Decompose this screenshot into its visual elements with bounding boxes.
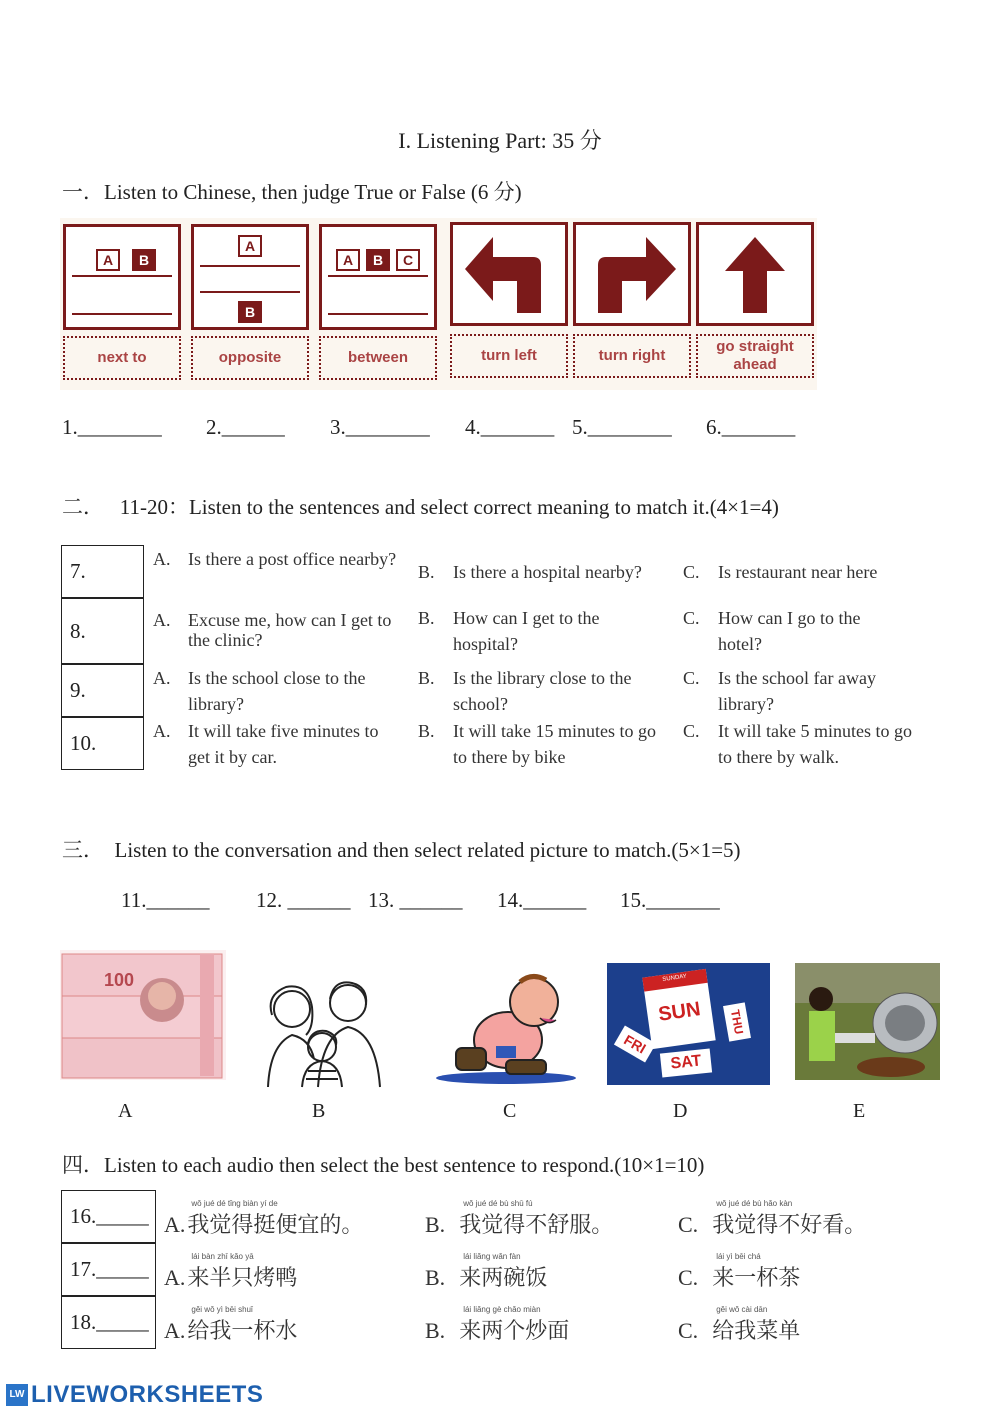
q17-option-b[interactable]: B. lái liǎng wǎn fàn 来两碗饭 bbox=[425, 1252, 548, 1290]
banknote-icon bbox=[60, 950, 226, 1080]
answer-blank-5[interactable]: 5.________ bbox=[572, 415, 672, 439]
picture-label-d: D bbox=[673, 1100, 688, 1122]
answer-blank-14[interactable]: 14.______ bbox=[497, 888, 587, 912]
q16-option-c[interactable]: C. wǒ jué dé bù hǎo kàn 我觉得不好看。 bbox=[678, 1199, 867, 1237]
calendar-thu: THU bbox=[723, 1002, 751, 1041]
q10-option-c[interactable]: C. It will take 5 minutes to go to there by walk. bbox=[683, 721, 912, 767]
page-title: I. Listening Part: 35 分 bbox=[398, 128, 602, 153]
box-b: B bbox=[132, 249, 156, 271]
question-18-number[interactable]: 18._____ bbox=[61, 1296, 156, 1349]
picture-full-stomach bbox=[436, 970, 581, 1085]
section3-heading: 三． Listen to the conversation and then select related picture to match.(5×1=5) bbox=[62, 838, 741, 862]
label-between: between bbox=[319, 336, 437, 380]
family-icon bbox=[256, 975, 386, 1090]
q9-option-c[interactable]: C. Is the school far away library? bbox=[683, 668, 876, 714]
q7-option-a[interactable]: A. Is there a post office nearby? bbox=[153, 549, 397, 569]
liveworksheets-logo[interactable] bbox=[6, 1382, 263, 1408]
q17-option-c[interactable]: C. lái yì bēi chá 来一杯茶 bbox=[678, 1252, 801, 1290]
card-next-to bbox=[63, 224, 181, 330]
liveworksheets-logo-icon: LW bbox=[6, 1384, 28, 1406]
q18-option-b[interactable]: B. lái liǎng gè chǎo miàn 来两个炒面 bbox=[425, 1305, 570, 1343]
answer-blank-3[interactable]: 3.________ bbox=[330, 415, 430, 439]
q7-option-b[interactable]: B. Is there a hospital nearby? bbox=[418, 562, 642, 582]
q8-option-c[interactable]: C. How can I go to the hotel? bbox=[683, 608, 861, 654]
q9-option-b[interactable]: B. Is the library close to the school? bbox=[418, 668, 632, 714]
calendar-fri: FRI bbox=[614, 1025, 656, 1062]
picture-label-a: A bbox=[118, 1100, 133, 1122]
question-10-number: 10. bbox=[61, 717, 144, 770]
arrow-turn-left-icon bbox=[453, 225, 565, 323]
box-b: B bbox=[238, 301, 262, 323]
arrow-up-icon bbox=[699, 225, 811, 323]
q10-option-b[interactable]: B. It will take 15 minutes to go to there by bike bbox=[418, 721, 656, 767]
picture-label-e: E bbox=[853, 1100, 866, 1122]
q16-option-b[interactable]: B. wǒ jué dé bù shū fú 我觉得不舒服。 bbox=[425, 1199, 614, 1237]
card-between bbox=[319, 224, 437, 330]
calendar-page bbox=[642, 969, 715, 1049]
liveworksheets-brand: LIVEWORKSHEETS bbox=[31, 1381, 264, 1408]
label-go-straight: go straight ahead bbox=[696, 334, 814, 378]
answer-blank-11[interactable]: 11.______ bbox=[121, 888, 210, 912]
q10-option-a[interactable]: A. It will take five minutes to get it by car. bbox=[153, 721, 379, 767]
answer-blank-1[interactable]: 1.________ bbox=[62, 415, 162, 439]
box-c: C bbox=[396, 249, 420, 271]
box-a: A bbox=[238, 235, 262, 257]
answer-blank-12[interactable]: 12. ______ bbox=[256, 888, 351, 912]
answer-blank-13[interactable]: 13. ______ bbox=[368, 888, 463, 912]
calendar-sat: SAT bbox=[660, 1048, 712, 1077]
question-16-number[interactable]: 16._____ bbox=[61, 1190, 156, 1243]
card-turn-right bbox=[573, 222, 691, 326]
full-stomach-icon bbox=[436, 970, 581, 1085]
question-17-number[interactable]: 17._____ bbox=[61, 1243, 156, 1296]
q9-option-a[interactable]: A. Is the school close to the library? bbox=[153, 668, 366, 714]
card-opposite bbox=[191, 224, 309, 330]
arrow-turn-right-icon bbox=[576, 225, 688, 323]
question-8-number: 8. bbox=[61, 598, 144, 664]
question-7-number: 7. bbox=[61, 545, 144, 598]
picture-label-b: B bbox=[312, 1100, 326, 1122]
label-next-to: next to bbox=[63, 336, 181, 380]
label-turn-left: turn left bbox=[450, 334, 568, 378]
label-turn-right: turn right bbox=[573, 334, 691, 378]
picture-calendar bbox=[607, 963, 770, 1085]
answer-blank-6[interactable]: 6._______ bbox=[706, 415, 796, 439]
answer-blank-2[interactable]: 2.______ bbox=[206, 415, 285, 439]
picture-label-c: C bbox=[503, 1100, 517, 1122]
buffet-icon bbox=[795, 963, 940, 1080]
picture-buffet bbox=[795, 963, 940, 1080]
q8-option-b[interactable]: B. How can I get to the hospital? bbox=[418, 608, 600, 654]
q8-option-a[interactable]: A. Excuse me, how can I get to the clinic? bbox=[153, 610, 392, 650]
section4-heading: 四．Listen to each audio then select the best sentence to respond.(10×1=10) bbox=[62, 1153, 705, 1177]
card-turn-left bbox=[450, 222, 568, 326]
q18-option-c[interactable]: C. gěi wǒ cài dān 给我菜单 bbox=[678, 1305, 801, 1343]
money-value: 100 bbox=[104, 970, 135, 990]
q7-option-c[interactable]: C. Is restaurant near here bbox=[683, 562, 878, 582]
box-b: B bbox=[366, 249, 390, 271]
question-9-number: 9. bbox=[61, 664, 144, 717]
section1-heading: 一．Listen to Chinese, then judge True or False (6 分) bbox=[62, 180, 522, 204]
picture-family bbox=[256, 975, 386, 1090]
direction-cards bbox=[60, 218, 817, 390]
q18-option-a[interactable]: A. gěi wǒ yì bēi shuǐ 给我一杯水 bbox=[164, 1305, 298, 1343]
picture-money bbox=[60, 950, 226, 1080]
section2-heading: 二． 11-20：Listen to the sentences and select correct meaning to match it.(4×1=4) bbox=[62, 495, 779, 519]
q17-option-a[interactable]: A. lái bàn zhī kǎo yā 来半只烤鸭 bbox=[164, 1252, 298, 1290]
calendar-sunday-label: SUNDAY bbox=[662, 973, 688, 983]
answer-blank-15[interactable]: 15._______ bbox=[620, 888, 720, 912]
box-a: A bbox=[336, 249, 360, 271]
answer-blank-4[interactable]: 4._______ bbox=[465, 415, 555, 439]
box-a: A bbox=[96, 249, 120, 271]
q16-option-a[interactable]: A. wǒ jué dé tǐng biàn yí de 我觉得挺便宜的。 bbox=[164, 1199, 364, 1237]
label-opposite: opposite bbox=[191, 336, 309, 380]
card-go-straight bbox=[696, 222, 814, 326]
calendar-sun: SUN bbox=[656, 998, 702, 1026]
